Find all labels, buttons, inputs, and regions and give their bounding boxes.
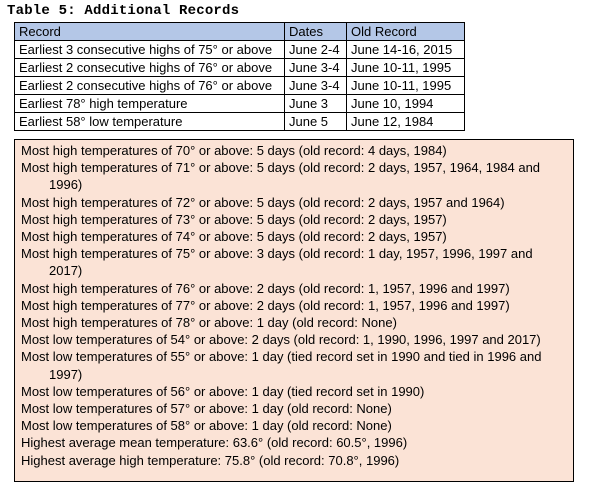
table-row — [15, 41, 465, 59]
cell-old-record: June 10, 1994 — [347, 95, 465, 113]
header-old-record: Old Record — [347, 23, 465, 41]
header-dates: Dates — [285, 23, 347, 41]
list-item: Most high temperatures of 71° or above: 5 days (old record: 2 days, 1957, 1964, 1984 and 1996) — [21, 160, 541, 193]
cell-record: Earliest 58° low temperature — [15, 113, 285, 131]
cell-dates: June 3-4 — [285, 59, 347, 77]
list-item: Most low temperatures of 54° or above: 2 days (old record: 1, 1990, 1996, 1997 and 2017) — [21, 332, 541, 348]
cell-old-record: June 10-11, 1995 — [347, 77, 465, 95]
cell-dates: June 3 — [285, 95, 347, 113]
cell-old-record: June 14-16, 2015 — [347, 41, 465, 59]
list-item: Most high temperatures of 77° or above: 2 days (old record: 1, 1957, 1996 and 1997) — [21, 297, 510, 313]
cell-old-record: June 10-11, 1995 — [347, 59, 465, 77]
list-item: Most high temperatures of 75° or above: 3 days (old record: 1 day, 1957, 1996, 1997 and 2017) — [21, 246, 533, 279]
cell-dates: June 2-4 — [285, 41, 347, 59]
page-title: Table 5: Additional Records — [7, 3, 240, 19]
list-item: Most high temperatures of 78° or above: 1 day (old record: None) — [21, 315, 397, 331]
cell-record: Earliest 3 consecutive highs of 75° or above — [15, 41, 285, 59]
records-table — [14, 22, 465, 131]
records-list-box — [14, 139, 574, 482]
list-item: Most high temperatures of 74° or above: 5 days (old record: 2 days, 1957) — [21, 229, 447, 245]
cell-dates: June 3-4 — [285, 77, 347, 95]
table-row — [15, 59, 465, 77]
table-row — [15, 95, 465, 113]
table-row — [15, 77, 465, 95]
list-item: Most high temperatures of 73° or above: 5 days (old record: 2 days, 1957) — [21, 211, 447, 227]
list-item: Most high temperatures of 72° or above: 5 days (old record: 2 days, 1957 and 1964) — [21, 194, 505, 210]
list-item: Most low temperatures of 58° or above: 1 day (old record: None) — [21, 418, 392, 434]
list-item: Most high temperatures of 76° or above: 2 days (old record: 1, 1957, 1996 and 1997) — [21, 280, 510, 296]
list-item: Most low temperatures of 57° or above: 1 day (old record: None) — [21, 401, 392, 417]
list-item: Most high temperatures of 70° or above: 5 days (old record: 4 days, 1984) — [21, 143, 447, 158]
list-item: Highest average mean temperature: 63.6° (old record: 60.5°, 1996) — [21, 435, 408, 451]
cell-record: Earliest 78° high temperature — [15, 95, 285, 113]
cell-dates: June 5 — [285, 113, 347, 131]
cell-record: Earliest 2 consecutive highs of 76° or above — [15, 77, 285, 95]
table-header-row — [15, 23, 465, 41]
list-item: Highest average high temperature: 75.8° (old record: 70.8°, 1996) — [21, 452, 400, 468]
cell-old-record: June 12, 1984 — [347, 113, 465, 131]
table-row — [15, 113, 465, 131]
list-item: Most low temperatures of 56° or above: 1 day (tied record set in 1990) — [21, 383, 425, 399]
cell-record: Earliest 2 consecutive highs of 76° or above — [15, 59, 285, 77]
header-record: Record — [15, 23, 285, 41]
list-item: Most low temperatures of 55° or above: 1 day (tied record set in 1990 and tied in 1996 and 1997) — [21, 349, 542, 382]
